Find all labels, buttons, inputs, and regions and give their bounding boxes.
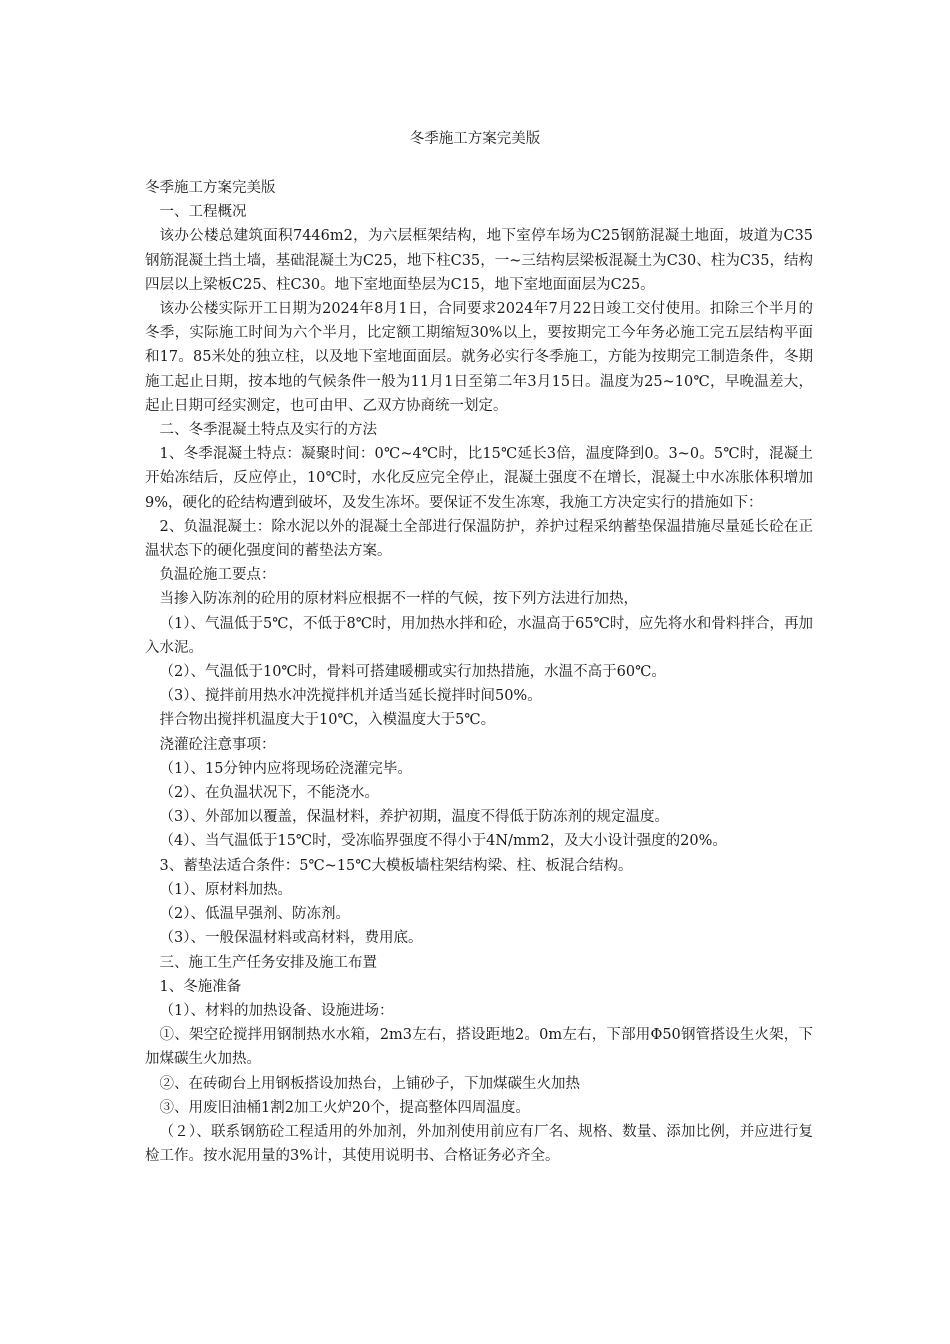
list-item: （1）、15分钟内应将现场砼浇灌完毕。 — [159, 760, 412, 777]
list-item: ①、架空砼搅拌用钢制热水水箱，2m3左右，搭设距地2。0m左右，下部用Φ50钢管搭设生火架，下加煤碳生火加热。 — [145, 1027, 813, 1068]
document-body — [145, 176, 813, 1168]
paragraph: 1、冬施准备 — [159, 978, 242, 995]
list-item: （3）、搅拌前用热水冲洗搅拌机并适当延长搅拌时间50%。 — [159, 688, 542, 705]
document-title: 冬季施工方案完美版 — [409, 131, 541, 147]
paragraph-subtitle: 冬季施工方案完美版 — [145, 180, 276, 196]
list-item: （1）、材料的加热设备、设施进场： — [159, 1002, 394, 1019]
list-item: （2）、在负温状况下，不能浇水。 — [159, 785, 379, 802]
paragraph: 2、负温混凝土：除水泥以外的混凝土全部进行保温防护，养护过程采纳蓄垫保温措施尽量延长砼在正温状态下的硬化强度间的蓄垫法方案。 — [145, 518, 813, 560]
paragraph: 1、冬季混凝土特点：凝聚时间：0℃~4℃时，比15℃延长3倍，温度降到0。3~0。5℃时，混凝土开始冻结后，反应停止，10℃时，水化反应完全停止，混凝土强度不在增长，混凝土中水冻胀体积增加9%，硬化的砼结构遭到破坏，及发生冻坏。要保证不发生冻寒，我施工方决定实行的措施如下： — [145, 446, 813, 511]
list-item: （4）、当气温低于15℃时，受冻临界强度不得小于4N/mm2，及大小设计强度的20%。 — [159, 833, 727, 850]
list-item: （２）、联系钢筋砼工程适用的外加剂，外加剂使用前应有厂名、规格、数量、添加比例，并应进行复检工作。按水泥用量的3%计，其使用说明书、合格证务必齐全。 — [145, 1123, 813, 1165]
paragraph: 当掺入防冻剂的砼用的原材料应根据不一样的气候，按下列方法进行加热， — [159, 591, 638, 608]
paragraph: 3、蓄垫法适合条件：5℃~15℃大模板墙柱架结构梁、柱、板混合结构。 — [159, 857, 633, 874]
heading-section-3: 三、施工生产任务安排及施工布置 — [159, 954, 377, 971]
list-item: ③、用废旧油桶1割2加工火炉20个，提高整体四周温度。 — [159, 1099, 530, 1116]
paragraph: 该办公楼实际开工日期为2024年8月1日，合同要求2024年7月22日竣工交付使用。扣除三个半月的冬季，实际施工时间为六个半月，比定额工期缩短30%以上，要按期完工今年务必施工完五层结构平面和17。85米处的独立柱，以及地下室地面面层。就务必实行冬季施工，方能为按期完工制造条件，冬期施工起止日期，按本地的气候条件一般为11月1日至第二年3月15日。温度为25~10℃，早晚温差大，起止日期可经实测定，也可由甲、乙双方协商统一划定。 — [145, 301, 813, 414]
paragraph: 该办公楼总建筑面积7446m2，为六层框架结构，地下室停车场为C25钢筋混凝土地面，坡道为C35钢筋混凝土挡土墙，基础混凝土为C25，地下柱C35，一~三结构层梁板混凝土为C30、柱为C35，结构四层以上梁板C25、柱C30。地下室地面垫层为C15，地下室地面面层为C25。 — [145, 228, 813, 293]
list-item: （1）、原材料加热。 — [159, 881, 292, 898]
list-item: （1）、气温低于5℃，不低于8℃时，用加热水拌和砼，水温高于65℃时，应先将水和骨料拌合，再加入水泥。 — [145, 615, 813, 656]
paragraph: 拌合物出搅拌机温度大于10℃，入模温度大于5℃。 — [159, 712, 496, 729]
paragraph: 浇灌砼注意事项： — [159, 736, 276, 753]
list-item: （2）、气温低于10℃时，骨料可搭建暖棚或实行加热措施，水温不高于60℃。 — [159, 664, 666, 681]
list-item: ②、在砖砌台上用钢板搭设加热台，上铺砂子，下加煤碳生火加热 — [159, 1075, 580, 1092]
paragraph: 负温砼施工要点： — [159, 567, 276, 584]
heading-section-2: 二、冬季混凝土特点及实行的方法 — [159, 422, 377, 439]
list-item: （2）、低温早强剂、防冻剂。 — [159, 906, 350, 923]
list-item: （3）、一般保温材料或高材料，费用底。 — [159, 930, 423, 947]
heading-section-1: 一、工程概况 — [159, 204, 247, 221]
list-item: （3）、外部加以覆盖，保温材料，养护初期，温度不得低于防冻剂的规定温度。 — [159, 809, 669, 826]
